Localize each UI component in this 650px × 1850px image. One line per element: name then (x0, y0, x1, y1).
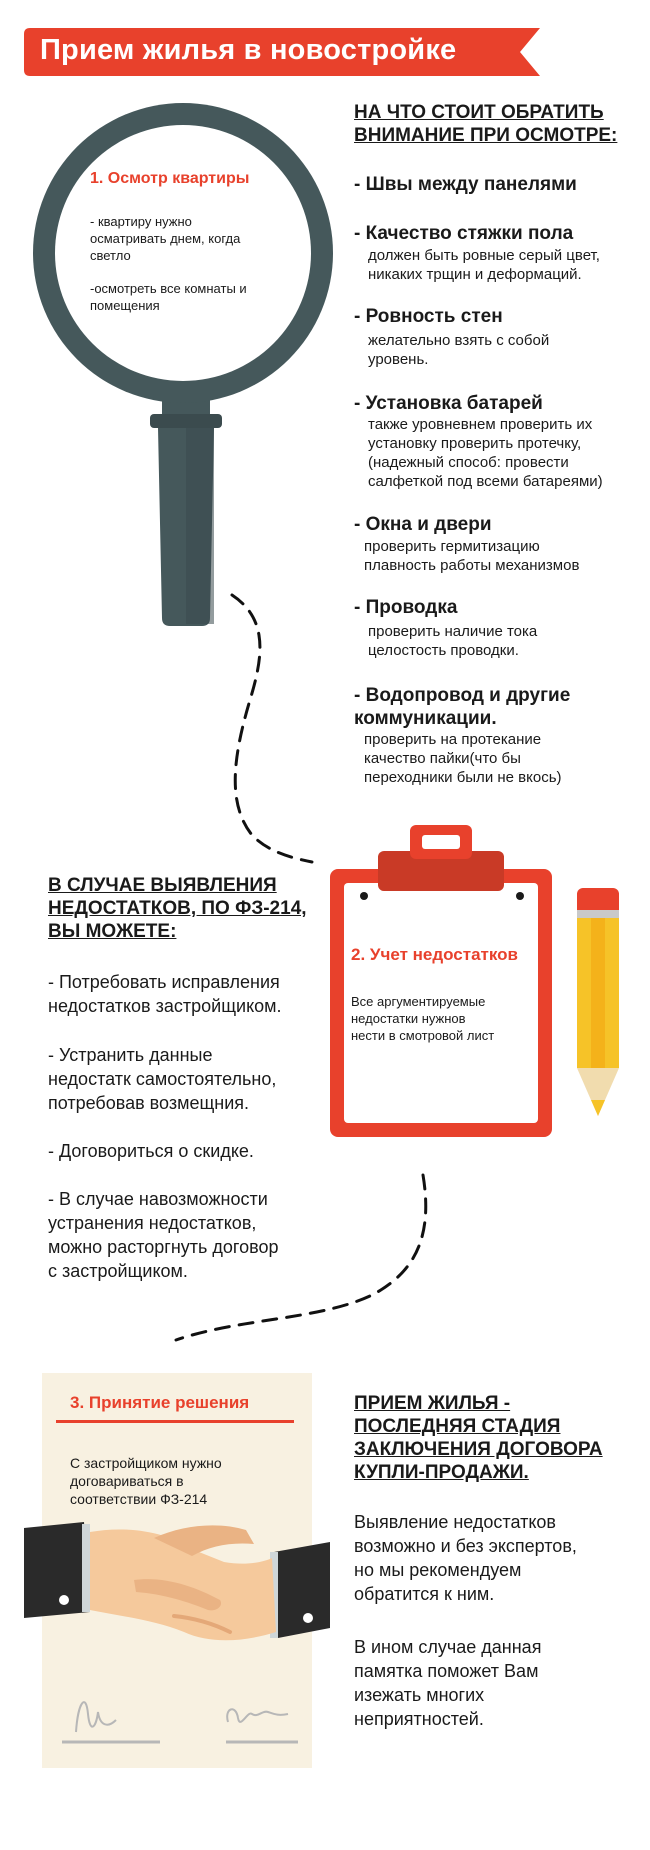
checklist-item-seams: - Швы между панелями (354, 174, 577, 195)
step2-text: Все аргументируемые недостатки нужнов нести в смотровой лист (351, 994, 495, 1043)
checklist-item-walls-desc: желательно взять с собой уровень. (368, 332, 550, 368)
step2-title: 2. Учет недостатков (351, 945, 518, 964)
handshake-icon (24, 1520, 330, 1680)
step1-note-daylight: - квартиру нужно осматривать днем, когда светло (90, 214, 241, 263)
pencil-icon (575, 888, 623, 1123)
step1-note-rooms: -осмотреть все комнаты и помещения (90, 281, 247, 313)
signature-lines-icon (56, 1692, 306, 1752)
checklist-item-wiring-desc: проверить наличие тока целостость проводки. (368, 623, 538, 659)
checklist-item-windows-desc: проверить гермитизацию плавность работы механизмов (364, 538, 580, 574)
checklist-item-windows: - Окна и двери (354, 514, 492, 535)
rights-item-terminate: - В случае навозможности устранения недостатков, можно расторгнуть договор с застройщиком. (48, 1189, 279, 1281)
step3-title: 3. Принятие решения (70, 1393, 250, 1412)
checklist-item-plumbing: - Водопровод и другие коммуникации. (354, 685, 571, 729)
final-paragraph-experts: Выявление недостатков возможно и без экспертов, но мы рекомендуем обратится к ним. (354, 1512, 577, 1604)
checklist-item-floor: - Качество стяжки пола (354, 223, 574, 244)
step1-title: 1. Осмотр квартиры (90, 170, 250, 187)
clipboard-icon (330, 825, 556, 1140)
step3-text: С застройщиком нужно договариваться в соответствии ФЗ-214 (70, 1455, 222, 1507)
step3-title-underline (56, 1420, 294, 1423)
checklist-item-wiring: - Проводка (354, 597, 458, 618)
final-heading: ПРИЕМ ЖИЛЬЯ - ПОСЛЕДНЯЯ СТАДИЯ ЗАКЛЮЧЕНИЯ ДОГОВОРА КУПЛИ-ПРОДАЖИ. (354, 1393, 603, 1483)
rights-item-self-fix: - Устранить данные недостатк самостоятельно, потребовав возмещния. (48, 1045, 277, 1113)
rights-item-discount: - Договориться о скидке. (48, 1141, 254, 1161)
checklist-heading: НА ЧТО СТОИТ ОБРАТИТЬ ВНИМАНИЕ ПРИ ОСМОТРЕ: (354, 102, 618, 146)
page-title: Прием жилья в новостройке (40, 34, 457, 66)
rights-heading: В СЛУЧАЕ ВЫЯВЛЕНИЯ НЕДОСТАТКОВ, ПО ФЗ-214, ВЫ МОЖЕТЕ: (48, 875, 307, 942)
checklist-item-radiators-desc: также уровневнем проверить их установку проверить протечку, (надежный способ: провести салфеткой под всеми батареями) (368, 416, 603, 490)
checklist-item-walls: - Ровность стен (354, 306, 503, 327)
checklist-item-plumbing-desc: проверить на протекание качество пайки(что бы переходники были не вкось) (364, 731, 562, 786)
final-paragraph-memo: В ином случае данная памятка поможет Вам изежать многих неприятностей. (354, 1637, 542, 1729)
rights-item-repair: - Потребовать исправления недостатков застройщиком. (48, 972, 282, 1016)
checklist-item-radiators: - Установка батарей (354, 393, 543, 414)
checklist-item-floor-desc: должен быть ровные серый цвет, никаких трщин и деформаций. (368, 247, 600, 283)
